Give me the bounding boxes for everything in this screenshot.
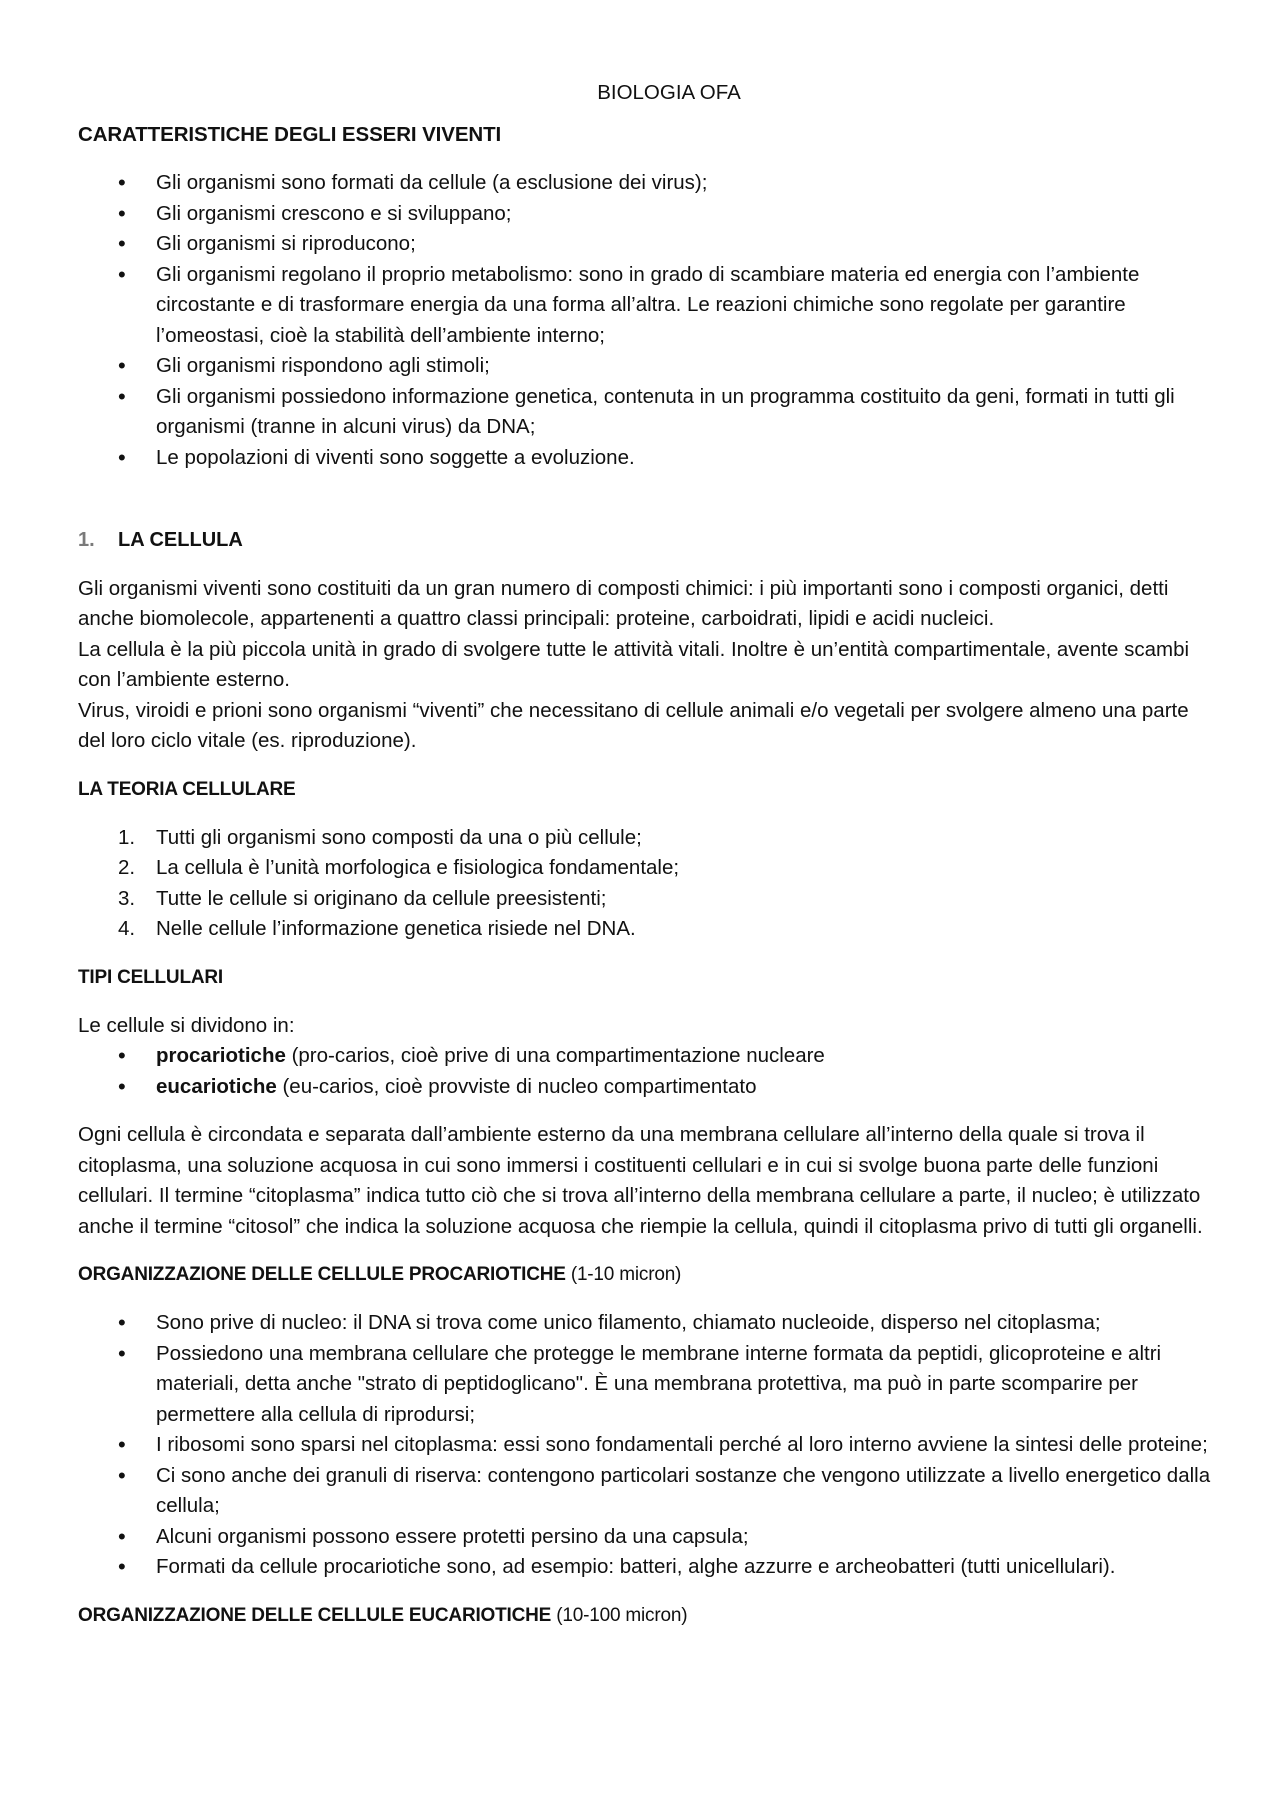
document-title: BIOLOGIA OFA: [597, 81, 741, 104]
heading-eukaryotic: ORGANIZZAZIONE DELLE CELLULE EUCARIOTICHE (10-100 micron): [78, 1604, 688, 1626]
list-item: 2. La cellula è l’unità morfologica e fisiologica fondamentale;: [118, 856, 680, 879]
bullet-icon: •: [118, 200, 126, 226]
list-item: • Ci sono anche dei granuli di riserva: contengono particolari sostanze che vengono utilizzate a livello energetico dalla cellula;: [118, 1462, 1211, 1517]
prokaryotic-list: [78, 1308, 1212, 1583]
heading-cell-types: TIPI CELLULARI: [78, 966, 223, 988]
list-item: • Gli organismi crescono e si sviluppano;: [78, 199, 1212, 230]
list-item: 4. Nelle cellule l’informazione genetica risiede nel DNA.: [118, 917, 636, 940]
list-item: • Gli organismi possiedono informazione genetica, contenuta in un programma costituito da geni, formati in tutti gli organismi (tranne in alcuni virus) da DNA;: [118, 383, 1175, 438]
bullet-icon: •: [118, 353, 126, 378]
section-title: LA CELLULA: [118, 529, 243, 551]
bullet-icon: •: [118, 261, 126, 287]
list-item: • Gli organismi rispondono agli stimoli;: [78, 351, 1212, 382]
list-item: • Sono prive di nucleo: il DNA si trova come unico filamento, chiamato nucleoide, disperso nel citoplasma;: [78, 1308, 1212, 1339]
paragraph: Gli organismi viventi sono costituiti da un gran numero di composti chimici: i più importanti sono i composti organici, detti anche biomolecole, appartenenti a quattro classi principali: proteine, carboidrati, lipidi e acidi nucleici.: [78, 576, 1169, 630]
paragraph: Ogni cellula è circondata e separata dall’ambiente esterno da una membrana cellulare all’interno della quale si trova il citoplasma, una soluzione acquosa in cui sono immersi i costituenti cellulari e in cui si svolge buona parte delle funzioni cellulari. Il termine “citoplasma” indica tutto ciò che si trova all’interno della membrana cellulare a parte, il nucleo; è utilizzato anche il termine “citosol” che indica la soluzione acquosa che riempie la cellula, quindi il citoplasma privo di tutti gli organelli.: [78, 1123, 1203, 1238]
list-item: • Formati da cellule procariotiche sono, ad esempio: batteri, alghe azzurre e archeobatteri (tutti unicellulari).: [78, 1552, 1212, 1583]
heading-characteristics: CARATTERISTICHE DEGLI ESSERI VIVENTI: [78, 123, 502, 146]
list-item: 1. Tutti gli organismi sono composti da una o più cellule;: [118, 825, 642, 849]
bullet-icon: •: [118, 1043, 126, 1068]
bullet-icon: •: [118, 1554, 126, 1579]
list-item: • Le popolazioni di viventi sono soggette a evoluzione.: [78, 443, 1212, 474]
bullet-icon: •: [118, 170, 126, 195]
bullet-icon: •: [118, 231, 126, 256]
document-page: [78, 78, 1212, 1631]
list-item: • Gli organismi si riproducono;: [78, 229, 1212, 260]
list-item: • I ribosomi sono sparsi nel citoplasma: essi sono fondamentali perché al loro interno avviene la sintesi delle proteine;: [78, 1430, 1212, 1461]
paragraph: Le cellule si dividono in:: [78, 1013, 295, 1037]
paragraph: Virus, viroidi e prioni sono organismi “viventi” che necessitano di cellule animali e/o vegetali per svolgere almeno una parte del loro ciclo vitale (es. riproduzione).: [78, 698, 1189, 752]
paragraph: La cellula è la più piccola unità in grado di svolgere tutte le attività vitali. Inoltre è un’entità compartimentale, avente scambi con l’ambiente esterno.: [78, 637, 1190, 691]
heading-cell-theory: LA TEORIA CELLULARE: [78, 778, 296, 800]
list-item: • Alcuni organismi possono essere protetti persino da una capsula;: [78, 1522, 1212, 1553]
list-item: • procariotiche (pro-carios, cioè prive di una compartimentazione nucleare: [78, 1041, 1212, 1072]
bullet-icon: •: [118, 444, 126, 470]
list-item: • Possiedono una membrana cellulare che protegge le membrane interne formata da peptidi, glicoproteine e altri materiali, detta anche "strato di peptidoglicano". È una membrana protettiva, ma può in parte scomparire per permettere alla cellula di riprodursi;: [118, 1340, 1162, 1426]
bullet-icon: •: [118, 383, 126, 409]
section-number: 1.: [78, 529, 95, 551]
heading-prokaryotic: ORGANIZZAZIONE DELLE CELLULE PROCARIOTICHE (1-10 micron): [78, 1264, 682, 1285]
list-item: 3. Tutte le cellule si originano da cellule preesistenti;: [118, 886, 607, 910]
bullet-icon: •: [118, 1523, 126, 1549]
characteristics-list: [78, 168, 1212, 473]
bullet-icon: •: [118, 1432, 126, 1457]
list-item: • Gli organismi sono formati da cellule (a esclusione dei virus);: [78, 168, 1212, 199]
list-item: • Gli organismi regolano il proprio metabolismo: sono in grado di scambiare materia ed energia con l’ambiente circostante e di trasformare energia da una forma all’altra. Le reazioni chimiche sono regolate per garantire l’omeostasi, cioè la stabilità dell’ambiente interno;: [118, 261, 1140, 347]
cell-theory-list: [78, 823, 1212, 945]
bullet-icon: •: [118, 1073, 126, 1099]
cell-types-list: [78, 1041, 1212, 1102]
bullet-icon: •: [118, 1310, 126, 1335]
bullet-icon: •: [118, 1340, 126, 1366]
bullet-icon: •: [118, 1462, 126, 1488]
list-item: • eucariotiche (eu-carios, cioè provviste di nucleo compartimentato: [78, 1072, 1212, 1103]
section-heading-cell: [78, 525, 1212, 556]
